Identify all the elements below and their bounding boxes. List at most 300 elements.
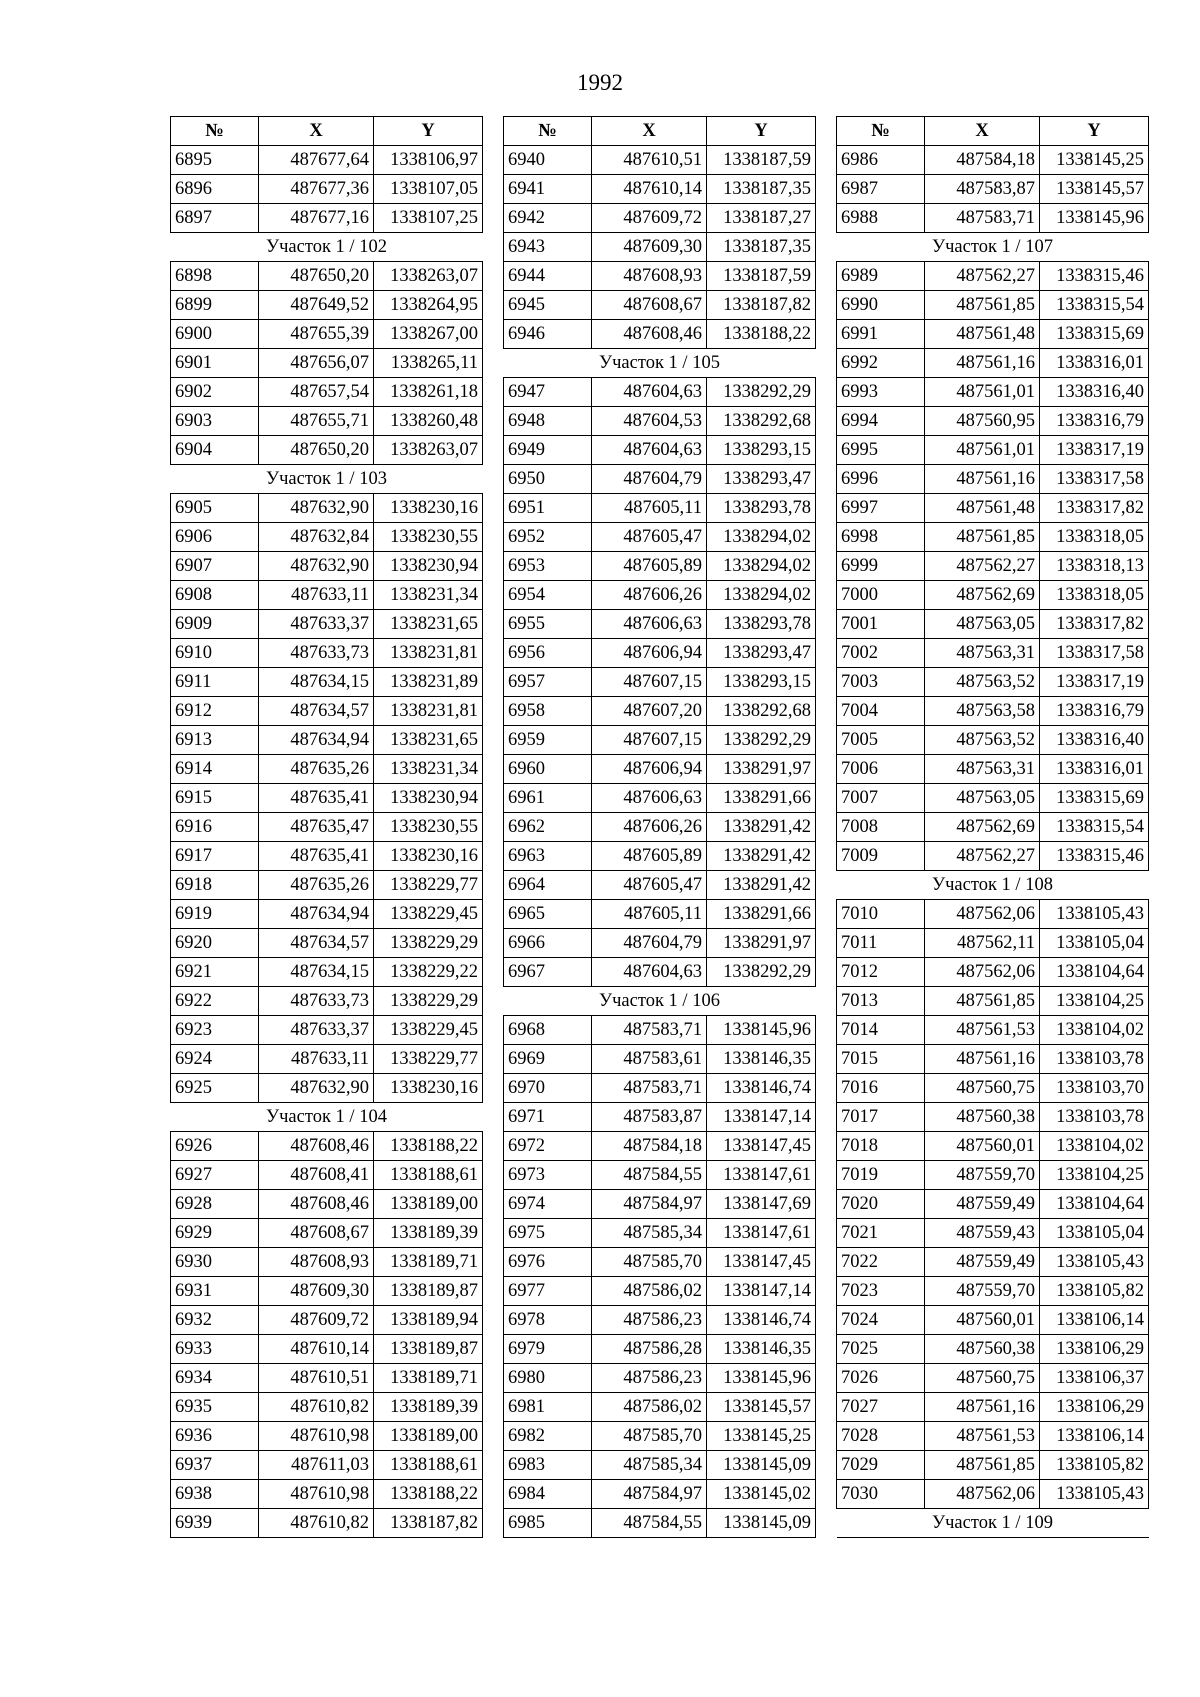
point-number-cell: 6936 [171,1422,259,1451]
x-coordinate-cell: 487633,11 [259,1045,374,1074]
table-row [504,465,816,494]
table-row [504,1132,816,1161]
table-row [504,581,816,610]
x-coordinate-cell: 487611,03 [259,1451,374,1480]
y-coordinate-cell: 1338230,94 [374,784,483,813]
y-coordinate-cell: 1338105,82 [1040,1451,1149,1480]
x-coordinate-cell: 487605,47 [592,523,707,552]
point-number-cell: 6942 [504,204,592,233]
x-coordinate-cell: 487583,71 [592,1074,707,1103]
table-row [837,1393,1149,1422]
section-label: Участок 1 / 106 [504,987,816,1016]
y-coordinate-cell: 1338189,87 [374,1277,483,1306]
y-coordinate-cell: 1338106,97 [374,146,483,175]
y-coordinate-cell: 1338145,96 [1040,204,1149,233]
table-row [837,262,1149,291]
table-row [171,320,483,349]
point-number-cell: 6951 [504,494,592,523]
point-number-cell: 6982 [504,1422,592,1451]
point-number-cell: 7005 [837,726,925,755]
point-number-cell: 6915 [171,784,259,813]
point-number-cell: 7014 [837,1016,925,1045]
y-coordinate-cell: 1338187,35 [707,175,816,204]
x-coordinate-cell: 487605,11 [592,494,707,523]
point-number-cell: 7020 [837,1190,925,1219]
y-coordinate-cell: 1338145,25 [707,1422,816,1451]
point-number-cell: 6901 [171,349,259,378]
y-coordinate-cell: 1338263,07 [374,436,483,465]
y-coordinate-cell: 1338315,46 [1040,262,1149,291]
x-coordinate-cell: 487561,16 [925,1393,1040,1422]
table-row [837,639,1149,668]
point-number-cell: 6921 [171,958,259,987]
point-number-cell: 6943 [504,233,592,262]
table-row [171,552,483,581]
point-number-cell: 6954 [504,581,592,610]
table-row [837,146,1149,175]
y-coordinate-cell: 1338189,00 [374,1190,483,1219]
point-number-cell: 6974 [504,1190,592,1219]
y-coordinate-cell: 1338147,61 [707,1219,816,1248]
table-row [837,842,1149,871]
x-coordinate-cell: 487635,26 [259,755,374,784]
x-coordinate-cell: 487560,01 [925,1306,1040,1335]
point-number-cell: 6999 [837,552,925,581]
y-coordinate-cell: 1338229,29 [374,929,483,958]
y-coordinate-cell: 1338291,97 [707,929,816,958]
point-number-cell: 6957 [504,668,592,697]
point-number-cell: 6975 [504,1219,592,1248]
table-row [837,465,1149,494]
table-row [837,929,1149,958]
section-row [171,1103,483,1132]
x-coordinate-cell: 487655,71 [259,407,374,436]
table-row [504,1422,816,1451]
y-coordinate-cell: 1338145,09 [707,1509,816,1538]
y-coordinate-cell: 1338188,22 [707,320,816,349]
table-row [171,436,483,465]
point-number-cell: 6941 [504,175,592,204]
table-row [504,784,816,813]
table-row [504,1393,816,1422]
point-number-cell: 6994 [837,407,925,436]
table-row [171,1509,483,1538]
point-number-cell: 6924 [171,1045,259,1074]
table-row [171,1074,483,1103]
x-coordinate-cell: 487605,89 [592,552,707,581]
point-number-cell: 7015 [837,1045,925,1074]
table-row [504,494,816,523]
x-coordinate-cell: 487607,20 [592,697,707,726]
table-row [171,1016,483,1045]
table-row [837,1364,1149,1393]
point-number-cell: 6987 [837,175,925,204]
point-number-cell: 6899 [171,291,259,320]
table-row [837,1074,1149,1103]
section-label: Участок 1 / 109 [837,1509,1149,1538]
section-row [504,349,816,378]
section-row [171,233,483,262]
point-number-cell: 6928 [171,1190,259,1219]
table-row [171,204,483,233]
point-number-cell: 6964 [504,871,592,900]
table-row [504,871,816,900]
x-coordinate-cell: 487610,14 [592,175,707,204]
x-coordinate-cell: 487586,23 [592,1364,707,1393]
table-row [504,1335,816,1364]
x-coordinate-cell: 487586,28 [592,1335,707,1364]
y-coordinate-cell: 1338187,59 [707,146,816,175]
y-coordinate-cell: 1338229,77 [374,1045,483,1074]
point-number-cell: 6963 [504,842,592,871]
section-label: Участок 1 / 108 [837,871,1149,900]
point-number-cell: 6953 [504,552,592,581]
table-row [171,291,483,320]
point-number-cell: 6937 [171,1451,259,1480]
y-coordinate-cell: 1338104,02 [1040,1132,1149,1161]
point-number-cell: 7022 [837,1248,925,1277]
table-row [504,1190,816,1219]
x-coordinate-cell: 487562,69 [925,581,1040,610]
point-number-cell: 6904 [171,436,259,465]
table-row [504,1451,816,1480]
table-row [171,639,483,668]
y-coordinate-cell: 1338315,54 [1040,813,1149,842]
point-number-cell: 6940 [504,146,592,175]
table-row [504,1161,816,1190]
y-coordinate-cell: 1338294,02 [707,581,816,610]
x-coordinate-cell: 487562,06 [925,958,1040,987]
x-coordinate-cell: 487561,48 [925,320,1040,349]
table-row [504,697,816,726]
y-coordinate-cell: 1338145,96 [707,1016,816,1045]
point-number-cell: 6900 [171,320,259,349]
y-coordinate-cell: 1338293,47 [707,639,816,668]
table-row [837,1451,1149,1480]
y-coordinate-cell: 1338105,04 [1040,1219,1149,1248]
y-coordinate-cell: 1338105,43 [1040,1480,1149,1509]
point-number-cell: 6907 [171,552,259,581]
y-coordinate-cell: 1338230,16 [374,1074,483,1103]
table-row [837,697,1149,726]
table-row [504,523,816,552]
y-coordinate-cell: 1338292,29 [707,378,816,407]
point-number-cell: 6917 [171,842,259,871]
point-number-cell: 6909 [171,610,259,639]
y-coordinate-cell: 1338291,42 [707,813,816,842]
x-coordinate-cell: 487562,06 [925,900,1040,929]
table-row [504,1016,816,1045]
y-coordinate-cell: 1338316,40 [1040,726,1149,755]
x-coordinate-cell: 487608,46 [592,320,707,349]
x-coordinate-cell: 487634,15 [259,958,374,987]
table-row [504,813,816,842]
y-coordinate-cell: 1338316,01 [1040,349,1149,378]
point-number-cell: 6980 [504,1364,592,1393]
point-number-cell: 6992 [837,349,925,378]
x-coordinate-cell: 487650,20 [259,436,374,465]
x-coordinate-cell: 487635,41 [259,784,374,813]
point-number-cell: 6962 [504,813,592,842]
point-number-cell: 6968 [504,1016,592,1045]
point-number-cell: 6961 [504,784,592,813]
section-row [171,465,483,494]
x-coordinate-cell: 487608,93 [259,1248,374,1277]
point-number-cell: 6996 [837,465,925,494]
y-coordinate-cell: 1338315,69 [1040,320,1149,349]
y-coordinate-cell: 1338263,07 [374,262,483,291]
table-row [837,291,1149,320]
table-row [837,987,1149,1016]
point-number-cell: 6976 [504,1248,592,1277]
table-row [837,1045,1149,1074]
point-number-cell: 7023 [837,1277,925,1306]
coordinates-table-2 [503,116,816,1538]
point-number-cell: 6959 [504,726,592,755]
point-number-cell: 7019 [837,1161,925,1190]
x-coordinate-cell: 487604,53 [592,407,707,436]
y-coordinate-cell: 1338265,11 [374,349,483,378]
table-row [171,871,483,900]
x-coordinate-cell: 487608,67 [259,1219,374,1248]
x-coordinate-cell: 487563,05 [925,610,1040,639]
x-coordinate-cell: 487610,98 [259,1480,374,1509]
point-number-cell: 7018 [837,1132,925,1161]
point-number-cell: 6958 [504,697,592,726]
table-row [504,929,816,958]
table-row [504,1509,816,1538]
x-coordinate-cell: 487561,53 [925,1422,1040,1451]
point-number-cell: 7004 [837,697,925,726]
y-coordinate-cell: 1338291,66 [707,900,816,929]
table-row [837,1335,1149,1364]
point-number-cell: 6925 [171,1074,259,1103]
point-number-cell: 6927 [171,1161,259,1190]
y-coordinate-cell: 1338291,97 [707,755,816,784]
point-number-cell: 6947 [504,378,592,407]
x-coordinate-cell: 487583,61 [592,1045,707,1074]
y-coordinate-cell: 1338229,29 [374,987,483,1016]
x-coordinate-cell: 487606,63 [592,784,707,813]
y-coordinate-cell: 1338145,57 [1040,175,1149,204]
table-row [837,436,1149,465]
x-coordinate-cell: 487606,26 [592,813,707,842]
point-number-cell: 6934 [171,1364,259,1393]
y-coordinate-cell: 1338294,02 [707,523,816,552]
y-coordinate-cell: 1338189,39 [374,1219,483,1248]
y-coordinate-cell: 1338292,29 [707,958,816,987]
x-coordinate-cell: 487635,26 [259,871,374,900]
table-row [837,1219,1149,1248]
point-number-cell: 6897 [171,204,259,233]
y-coordinate-cell: 1338317,19 [1040,668,1149,697]
y-coordinate-cell: 1338230,94 [374,552,483,581]
table-row [504,1306,816,1335]
table-row [171,668,483,697]
point-number-cell: 6966 [504,929,592,958]
table-row [837,1306,1149,1335]
x-coordinate-cell: 487584,55 [592,1161,707,1190]
point-number-cell: 7013 [837,987,925,1016]
table-row [504,755,816,784]
table-row [837,755,1149,784]
table-row [504,233,816,262]
point-number-cell: 6916 [171,813,259,842]
x-coordinate-cell: 487562,27 [925,552,1040,581]
x-coordinate-cell: 487583,71 [925,204,1040,233]
point-number-cell: 6972 [504,1132,592,1161]
table-row [171,378,483,407]
y-coordinate-cell: 1338103,70 [1040,1074,1149,1103]
table-row [171,1422,483,1451]
x-coordinate-cell: 487609,30 [259,1277,374,1306]
y-coordinate-cell: 1338188,22 [374,1132,483,1161]
point-number-cell: 6986 [837,146,925,175]
y-coordinate-cell: 1338147,45 [707,1248,816,1277]
y-coordinate-cell: 1338105,43 [1040,900,1149,929]
y-coordinate-cell: 1338146,35 [707,1335,816,1364]
point-number-cell: 6920 [171,929,259,958]
point-number-cell: 6973 [504,1161,592,1190]
table-row [504,1045,816,1074]
y-coordinate-cell: 1338146,35 [707,1045,816,1074]
table-row [837,1016,1149,1045]
x-coordinate-cell: 487563,58 [925,697,1040,726]
y-coordinate-cell: 1338293,78 [707,494,816,523]
x-coordinate-cell: 487585,34 [592,1451,707,1480]
y-coordinate-cell: 1338316,40 [1040,378,1149,407]
x-coordinate-cell: 487560,38 [925,1335,1040,1364]
header-number: № [504,117,592,146]
table-row [171,146,483,175]
y-coordinate-cell: 1338104,64 [1040,958,1149,987]
table-row [837,581,1149,610]
y-coordinate-cell: 1338106,14 [1040,1306,1149,1335]
x-coordinate-cell: 487584,97 [592,1480,707,1509]
y-coordinate-cell: 1338147,14 [707,1277,816,1306]
table-row [837,320,1149,349]
table-row [171,813,483,842]
point-number-cell: 7025 [837,1335,925,1364]
x-coordinate-cell: 487610,82 [259,1509,374,1538]
table-row [504,639,816,668]
y-coordinate-cell: 1338106,29 [1040,1335,1149,1364]
table-row [171,1277,483,1306]
y-coordinate-cell: 1338107,25 [374,204,483,233]
x-coordinate-cell: 487634,57 [259,929,374,958]
x-coordinate-cell: 487610,98 [259,1422,374,1451]
table-row [171,1480,483,1509]
point-number-cell: 6922 [171,987,259,1016]
x-coordinate-cell: 487584,55 [592,1509,707,1538]
table-row [837,494,1149,523]
point-number-cell: 6939 [171,1509,259,1538]
table-row [504,146,816,175]
x-coordinate-cell: 487609,72 [259,1306,374,1335]
section-label: Участок 1 / 105 [504,349,816,378]
point-number-cell: 7021 [837,1219,925,1248]
point-number-cell: 7000 [837,581,925,610]
x-coordinate-cell: 487560,95 [925,407,1040,436]
y-coordinate-cell: 1338315,54 [1040,291,1149,320]
x-coordinate-cell: 487563,52 [925,668,1040,697]
table-row [504,1364,816,1393]
table-row [504,436,816,465]
point-number-cell: 6908 [171,581,259,610]
x-coordinate-cell: 487634,94 [259,726,374,755]
x-coordinate-cell: 487586,02 [592,1393,707,1422]
point-number-cell: 7030 [837,1480,925,1509]
y-coordinate-cell: 1338229,45 [374,1016,483,1045]
table-row [837,1161,1149,1190]
point-number-cell: 7006 [837,755,925,784]
table-row [504,262,816,291]
table-row [504,610,816,639]
x-coordinate-cell: 487585,70 [592,1422,707,1451]
x-coordinate-cell: 487633,73 [259,639,374,668]
y-coordinate-cell: 1338145,25 [1040,146,1149,175]
section-row [837,1509,1149,1538]
y-coordinate-cell: 1338147,61 [707,1161,816,1190]
point-number-cell: 6896 [171,175,259,204]
y-coordinate-cell: 1338187,82 [374,1509,483,1538]
point-number-cell: 6914 [171,755,259,784]
y-coordinate-cell: 1338291,42 [707,871,816,900]
table-row [504,378,816,407]
point-number-cell: 6895 [171,146,259,175]
coordinates-table-1 [170,116,483,1538]
table-row [837,1248,1149,1277]
table-row [504,842,816,871]
table-row [171,1335,483,1364]
y-coordinate-cell: 1338231,65 [374,726,483,755]
point-number-cell: 6933 [171,1335,259,1364]
x-coordinate-cell: 487632,90 [259,552,374,581]
y-coordinate-cell: 1338292,68 [707,697,816,726]
x-coordinate-cell: 487561,85 [925,987,1040,1016]
x-coordinate-cell: 487559,70 [925,1161,1040,1190]
point-number-cell: 6903 [171,407,259,436]
x-coordinate-cell: 487561,85 [925,291,1040,320]
table-row [171,929,483,958]
section-label: Участок 1 / 103 [171,465,483,494]
y-coordinate-cell: 1338231,89 [374,668,483,697]
x-coordinate-cell: 487559,49 [925,1248,1040,1277]
y-coordinate-cell: 1338147,45 [707,1132,816,1161]
y-coordinate-cell: 1338292,68 [707,407,816,436]
table-row [837,813,1149,842]
table-row [504,175,816,204]
table-row [837,1103,1149,1132]
table-row [837,523,1149,552]
y-coordinate-cell: 1338315,69 [1040,784,1149,813]
x-coordinate-cell: 487561,16 [925,349,1040,378]
point-number-cell: 6923 [171,1016,259,1045]
y-coordinate-cell: 1338106,37 [1040,1364,1149,1393]
y-coordinate-cell: 1338230,55 [374,523,483,552]
x-coordinate-cell: 487563,05 [925,784,1040,813]
y-coordinate-cell: 1338318,05 [1040,523,1149,552]
y-coordinate-cell: 1338145,57 [707,1393,816,1422]
x-coordinate-cell: 487609,30 [592,233,707,262]
y-coordinate-cell: 1338292,29 [707,726,816,755]
point-number-cell: 6919 [171,900,259,929]
point-number-cell: 7010 [837,900,925,929]
y-coordinate-cell: 1338293,15 [707,436,816,465]
x-coordinate-cell: 487604,63 [592,436,707,465]
y-coordinate-cell: 1338293,78 [707,610,816,639]
table-row [171,1045,483,1074]
